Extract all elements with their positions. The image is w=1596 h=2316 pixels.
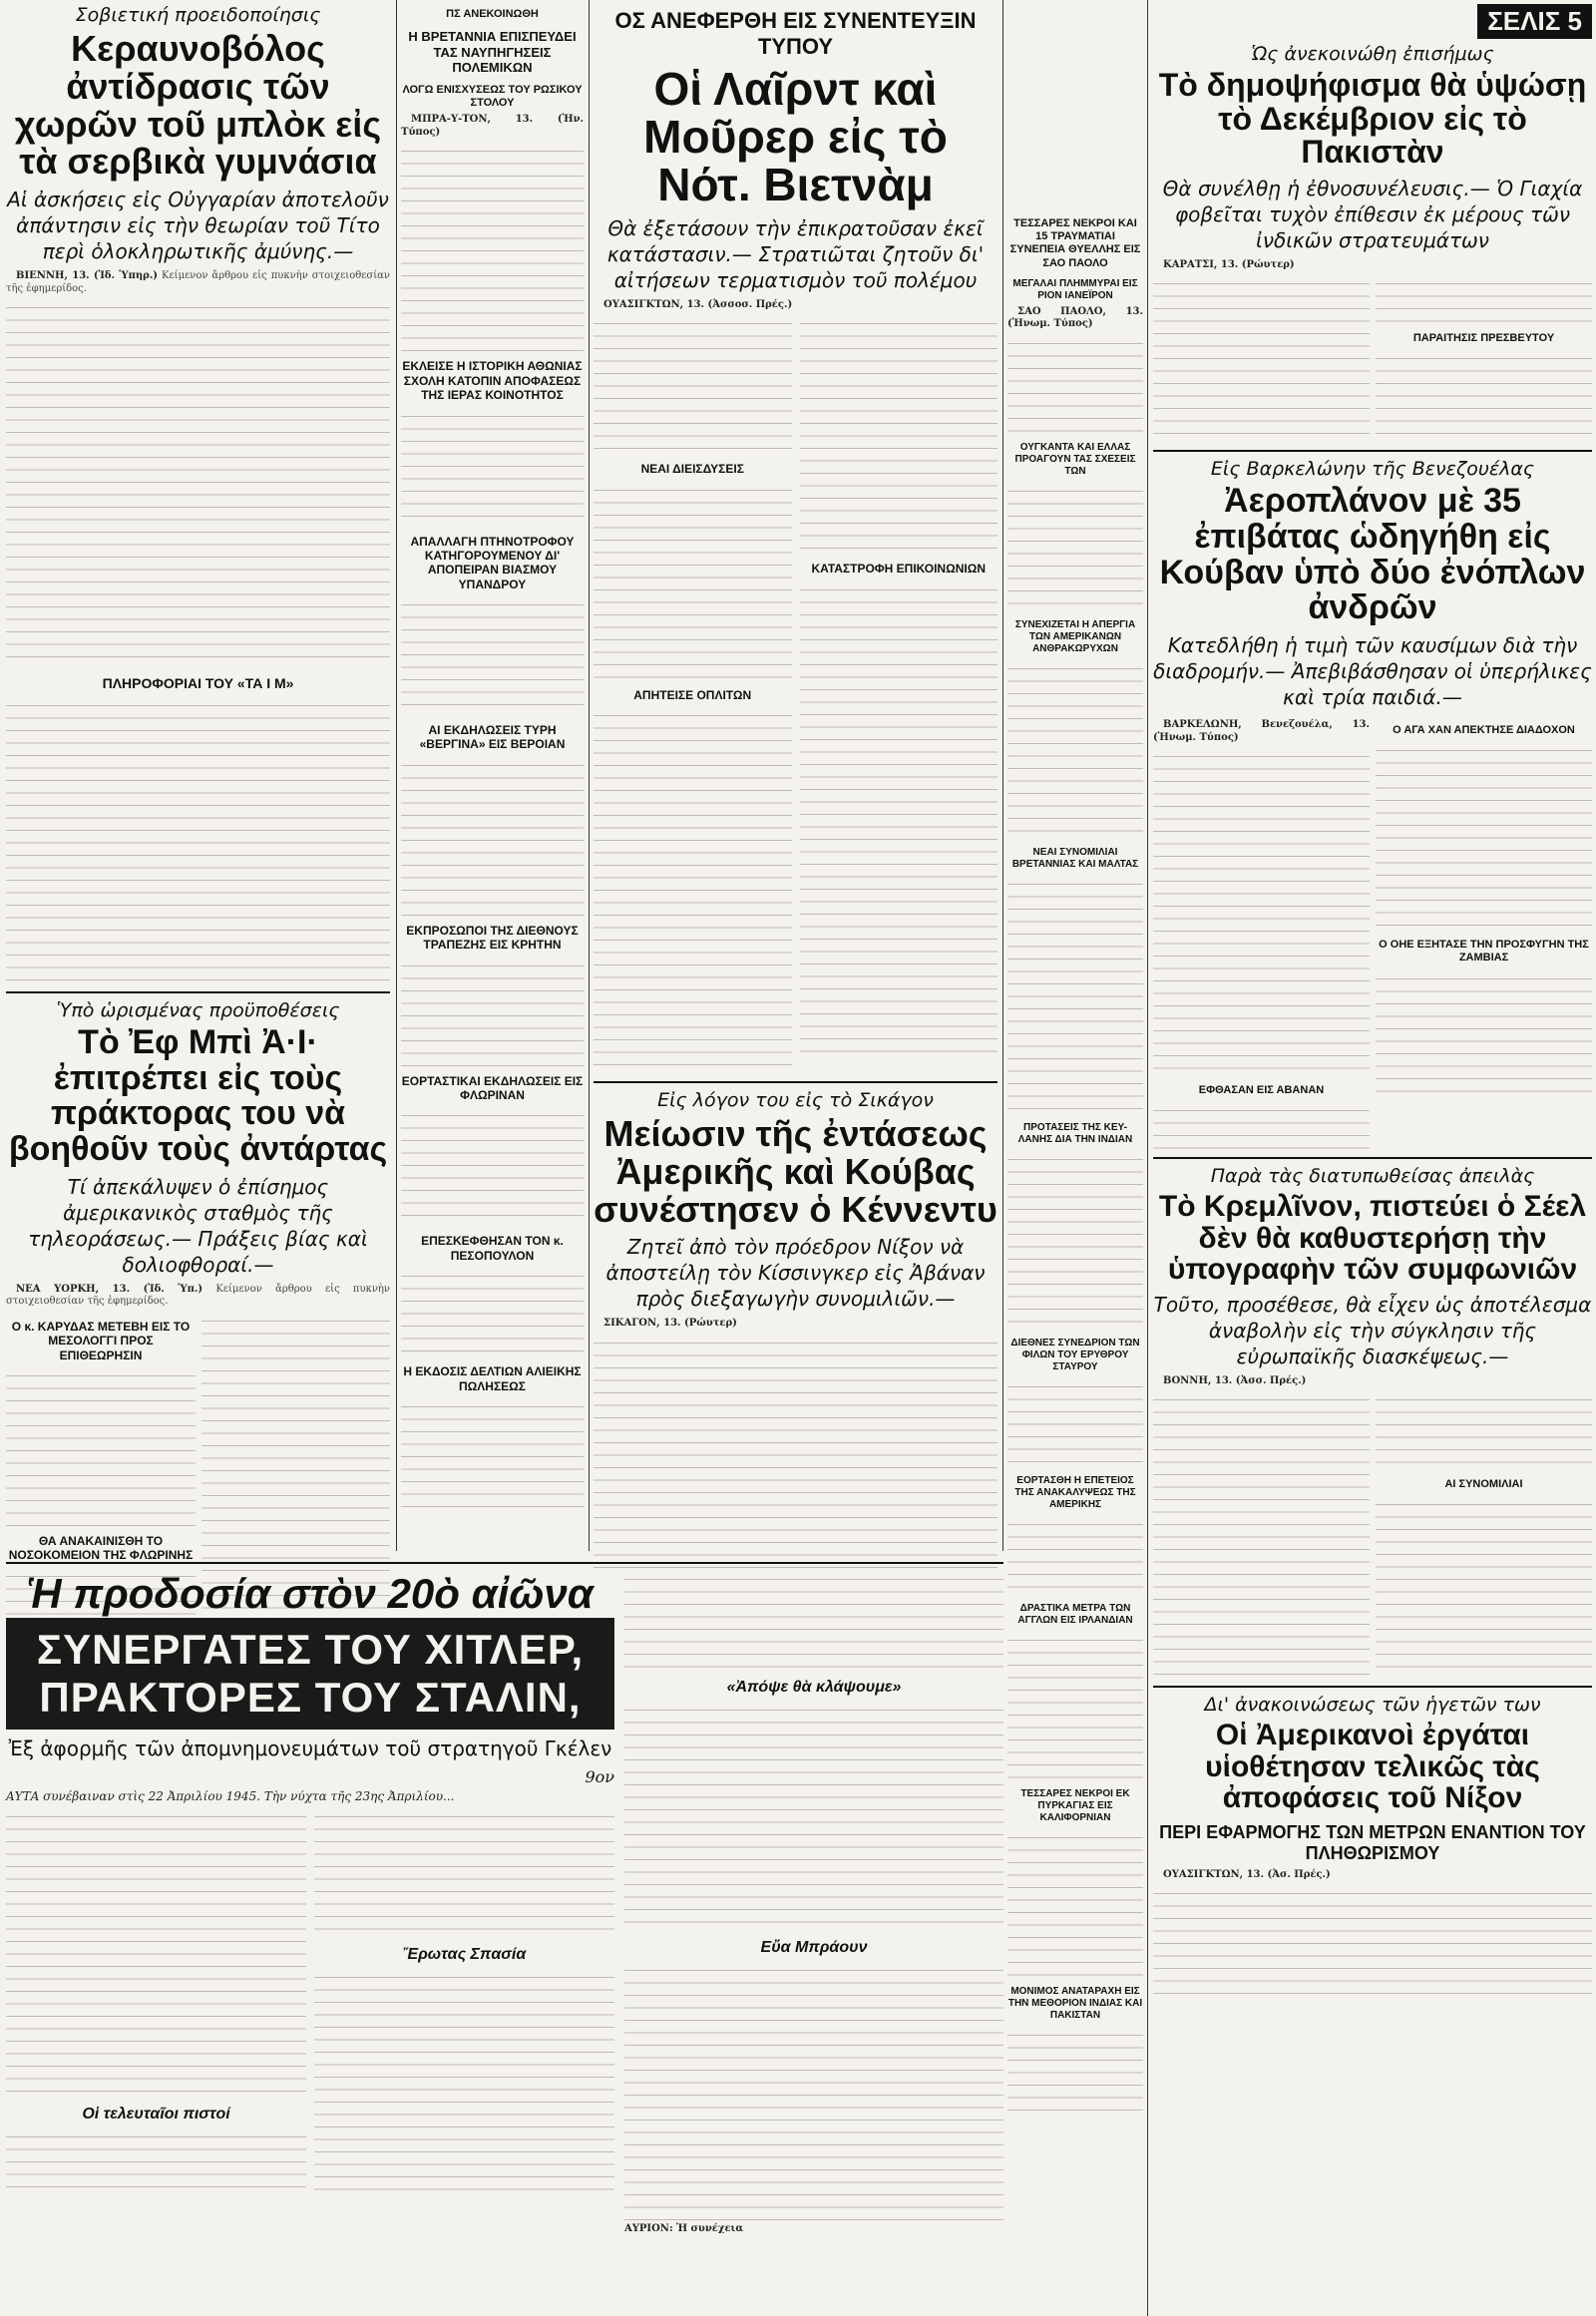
dateline: ΝΕΑ ΥΟΡΚΗ, 13. (Ἰδ. Ὑπ.) bbox=[16, 1283, 203, 1295]
subhead: ΝΕΑΙ ΣΥΝΟΜΙΛΙΑΙ ΒΡΕΤΑΝΝΙΑΣ ΚΑΙ ΜΑΛΤΑΣ bbox=[1011, 846, 1139, 870]
subhead: Ο ΟΗΕ ΕΞΗΤΑΣΕ ΤΗΝ ΠΡΟΣΦΥΓΗΝ ΤΗΣ ΖΑΜΒΙΑΣ bbox=[1379, 939, 1589, 965]
text-block bbox=[6, 2127, 306, 2187]
headline: Ἀεροπλάνον μὲ 35 ἐπιβάτας ὡδηγήθη εἰς Κούβαν ὑπὸ δύο ἐνόπλων ἀνδρῶν bbox=[1159, 482, 1586, 627]
text-block bbox=[314, 1968, 614, 2197]
headline: Ἡ προδοσία στὸν 20ὸ αἰῶνα bbox=[27, 1570, 594, 1617]
subhead: Ο ΑΓΑ ΧΑΝ ΑΠΕΚΤΗΣΕ ΔΙΑΔΟΧΟΝ bbox=[1393, 724, 1575, 737]
subhead: ΜΟΝΙΜΟΣ ΑΝΑΤΑΡΑΧΗ ΕΙΣ ΤΗΝ ΜΕΘΟΡΙΟΝ ΙΝΔΙΑΣ ΚΑΙ ΠΑΚΙΣΤΑΝ bbox=[1007, 1985, 1143, 2021]
text-block bbox=[594, 1334, 998, 1573]
dateline: ΒΙΕΝΝΗ, 13. (Ἰδ. Ὑπηρ.) bbox=[16, 270, 159, 282]
text-block bbox=[1153, 747, 1370, 1076]
subhead: ΣΥΝΕΧΙΖΕΤΑΙ Η ΑΠΕΡΓΙΑ ΤΩΝ ΑΜΕΡΙΚΑΝΩΝ ΑΝΘΡΑΚΩΡΥΧΩΝ bbox=[1014, 618, 1136, 654]
column-right bbox=[1153, 0, 1592, 2316]
article-body bbox=[6, 270, 390, 295]
headline: Μείωσιν τῆς ἐντάσεως Ἀμερικῆς καὶ Κούβας συνέστησεν ὁ Κέννεντυ bbox=[594, 1112, 998, 1230]
divider bbox=[1153, 1157, 1592, 1159]
subhead: ΕΚΠΡΟΣΩΠΟΙ ΤΗΣ ΔΙΕΘΝΟΥΣ ΤΡΑΠΕΖΗΣ ΕΙΣ ΚΡΗΤΗΝ bbox=[406, 923, 579, 953]
text-block bbox=[401, 756, 584, 916]
kicker: ΟΣ ΑΝΕΦΕΡΘΗ ΕΙΣ ΣΥΝΕΝΤΕΥΞΙΝ ΤΥΠΟΥ bbox=[614, 8, 977, 60]
dateline: ΣΙΚΑΓΟΝ, 13. (Ρώυτερ) bbox=[603, 1318, 737, 1330]
text-block bbox=[1007, 875, 1143, 1114]
kicker: Εἰς Βαρκελώνην τῆς Βενεζουέλας bbox=[1210, 458, 1535, 481]
text-block bbox=[1007, 1515, 1143, 1595]
article-body bbox=[594, 299, 998, 312]
lead-paragraph: ΑΥΤΑ συνέβαιναν στὶς 22 Ἀπριλίου 1945. Τὴν νύχτα τῆς 23ης Ἀπριλίου... bbox=[6, 1789, 455, 1804]
text-block bbox=[1007, 334, 1143, 434]
text-block bbox=[1007, 1377, 1143, 1467]
kicker: Δι' ἀνακοινώσεως τῶν ἡγετῶν των bbox=[1204, 1694, 1541, 1717]
text-block bbox=[594, 314, 792, 454]
text-block bbox=[1007, 2026, 1143, 2116]
kicker: Παρὰ τὰς διατυπωθείσας ἀπειλὰς bbox=[1210, 1165, 1535, 1188]
article-text: Κείμενον ἄρθρου εἰς πυκνὴν στοιχειοθεσίαν τῆς ἐφημερίδος. bbox=[6, 270, 391, 294]
headline: Οἱ Ἀμερικανοὶ ἐργάται υἱοθέτησαν τελικῶς τὰς ἀποφάσεις τοῦ Νίξον bbox=[1205, 1719, 1540, 1815]
subhead: ΘΑ ΑΝΑΚΑΙΝΙΣΘΗ ΤΟ ΝΟΣΟΚΟΜΕΙΟΝ ΤΗΣ ΦΛΩΡΙΝΗΣ bbox=[8, 1533, 194, 1563]
subhead: ΝΕΑΙ ΔΙΕΙΣΔΥΣΕΙΣ bbox=[640, 462, 744, 477]
subhead: «Ἀπόψε θὰ κλάψουμε» bbox=[726, 1679, 902, 1696]
text-block bbox=[594, 481, 792, 680]
subhead: ΜΕΓΑΛΑΙ ΠΛΗΜΜΥΡΑΙ ΕΙΣ ΡΙΟΝ ΙΑΝΕΪΡΟΝ bbox=[1012, 277, 1138, 301]
column-rule bbox=[589, 0, 590, 1551]
subhead: ΠΣ ΑΝΕΚΟΙΝΩΘΗ bbox=[446, 8, 539, 20]
divider bbox=[594, 1081, 998, 1083]
column-left bbox=[6, 0, 391, 1563]
text-block bbox=[314, 1807, 614, 1937]
kicker: Σοβιετική προειδοποίησις bbox=[75, 4, 321, 26]
text-block bbox=[800, 580, 998, 1059]
divider bbox=[1153, 1686, 1592, 1688]
subhead: ΚΑΤΑΣΤΡΟΦΗ ΕΠΙΚΟΙΝΩΝΙΩΝ bbox=[811, 562, 987, 577]
dateline: ΟΥΑΣΙΓΚΤΩΝ, 13. (Ἀσσοσ. Πρές.) bbox=[603, 298, 793, 310]
banner: ΣΥΝΕΡΓΑΤΕΣ ΤΟΥ ΧΙΤΛΕΡ, ΠΡΑΚΤΟΡΕΣ ΤΟΥ ΣΤΑΛΙΝ, bbox=[6, 1618, 614, 1730]
subhead: ΑΙ ΕΚΔΗΛΩΣΕΙΣ ΤΥΡΗ «ΒΕΡΓΙΝΑ» ΕΙΣ ΒΕΡΟΙΑΝ bbox=[419, 723, 566, 752]
deck: Θὰ συνέλθῃ ἡ ἐθνοσυνέλευσις.— Ὁ Γιαχία φοβεῖται τυχὸν ἐπίθεσιν ἐκ μέρους τῶν ἰνδικῶν στρατευμάτων bbox=[1162, 176, 1583, 252]
text-block bbox=[1153, 1101, 1370, 1151]
text-block bbox=[401, 595, 584, 715]
column-fourth bbox=[1007, 0, 1143, 2316]
text-block bbox=[401, 142, 584, 351]
text-block bbox=[1376, 349, 1592, 439]
dateline: ΜΠΡΑ-Υ-ΤΟΝ, 13. (Ἠν. Τύπος) bbox=[401, 114, 584, 138]
dateline: ΒΑΡΚΕΛΩΝΗ, Βενεζουέλα, 13. (Ἠνωμ. Τύπος) bbox=[1153, 719, 1370, 743]
text-block bbox=[6, 1807, 306, 2097]
page-number-masthead: ΣΕΛΙΣ 5 bbox=[1477, 4, 1592, 39]
text-block bbox=[401, 957, 584, 1066]
subhead: Οἱ τελευταῖοι πιστοί bbox=[82, 2106, 230, 2123]
kicker: Ὑπὸ ὡρισμένας προϋποθέσεις bbox=[56, 998, 340, 1021]
subhead: ΤΕΣΣΑΡΕΣ ΝΕΚΡΟΙ ΚΑΙ 15 ΤΡΑΥΜΑΤΙΑΙ ΣΥΝΕΠΕΙΑ ΘΥΕΛΛΗΣ ΕΙΣ ΣΑΟ ΠΑΟΛΟ bbox=[1009, 217, 1141, 269]
article-body bbox=[1153, 719, 1370, 744]
text-block bbox=[1007, 482, 1143, 611]
text-block bbox=[1376, 741, 1592, 931]
subhead: ΠΛΗΡΟΦΟΡΙΑΙ ΤΟΥ «ΤΑ Ι Μ» bbox=[102, 675, 294, 692]
text-block bbox=[624, 1701, 1003, 1930]
text-block bbox=[1153, 1390, 1370, 1680]
subhead: ΤΕΣΣΑΡΕΣ ΝΕΚΡΟΙ ΕΚ ΠΥΡΚΑΓΙΑΣ ΕΙΣ ΚΑΛΙΦΟΡΝΙΑΝ bbox=[1020, 1787, 1130, 1823]
bottom-feature bbox=[6, 1556, 1003, 2314]
subhead: Ο κ. ΚΑΡΥΔΑΣ ΜΕΤΕΒΗ ΕΙΣ ΤΟ ΜΕΣΟΛΟΓΓΙ ΠΡΟΣ ΕΠΙΘΕΩΡΗΣΙΝ bbox=[11, 1319, 191, 1362]
divider bbox=[6, 991, 390, 993]
text-block bbox=[1007, 1150, 1143, 1330]
column-rule bbox=[1147, 0, 1148, 2316]
dateline: ΚΑΡΑΤΣΙ, 13. (Ρώυτερ) bbox=[1163, 258, 1295, 270]
article-body bbox=[1153, 259, 1592, 272]
article-body bbox=[6, 1284, 390, 1309]
text-block bbox=[401, 1397, 584, 1507]
deck: Τοῦτο, προσέθεσε, θὰ εἶχεν ὡς ἀποτέλεσμα ἀναβολὴν εἰς τὴν σύγκλησιν τῆς εὐρωπαϊκῆς διασκέψεως.— bbox=[1153, 1292, 1592, 1368]
continued-note: ΑΥΡΙΟΝ: Ἡ συνέχεια bbox=[624, 2223, 744, 2235]
text-block bbox=[594, 706, 792, 1075]
article-text: Κείμενον ἄρθρου εἰς πυκνὴν στοιχειοθεσίαν τῆς ἐφημερίδος. bbox=[6, 1283, 390, 1308]
text-block bbox=[1153, 1884, 1592, 2004]
subhead: ΑΠΑΛΛΑΓΗ ΠΤΗΝΟΤΡΟΦΟΥ ΚΑΤΗΓΟΡΟΥΜΕΝΟΥ ΔΙ' ΑΠΟΠΕΙΡΑΝ ΒΙΑΣΜΟΥ ΥΠΑΝΔΡΟΥ bbox=[410, 534, 575, 591]
headline: Τὸ Κρεμλῖνον, πιστεύει ὁ Σέελ δὲν θὰ καθυστερήσῃ τὴν ὑπογραφὴν τῶν συμφωνιῶν bbox=[1158, 1190, 1587, 1287]
subhead: Η ΒΡΕΤΑΝΝΙΑ ΕΠΙΣΠΕΥΔΕΙ ΤΑΣ ΝΑΥΠΗΓΗΣΕΙΣ ΠΟΛΕΜΙΚΩΝ bbox=[408, 29, 577, 76]
subhead: ΑΠΗΤΕΙΣΕ ΟΠΛΙΤΩΝ bbox=[633, 687, 752, 702]
column-center bbox=[594, 0, 998, 1551]
subhead: ΕΟΡΤΑΣΤΙΚΑΙ ΕΚΔΗΛΩΣΕΙΣ ΕΙΣ ΦΛΩΡΙΝΑΝ bbox=[401, 1073, 584, 1103]
headline: Κεραυνοβόλος ἀντίδρασις τῶν χωρῶν τοῦ μπλὸκ εἰς τὰ σερβικὰ γυμνάσια bbox=[14, 28, 382, 183]
deck: Ἐξ ἀφορμῆς τῶν ἀπομνημονευμάτων τοῦ στρατηγοῦ Γκέλεν bbox=[8, 1737, 612, 1761]
article-body bbox=[1153, 1869, 1592, 1882]
dateline: ΒΟΝΝΗ, 13. (Ἀσσ. Πρές.) bbox=[1163, 1374, 1307, 1386]
deck: Αἱ ἀσκήσεις εἰς Οὐγγαρίαν ἀποτελοῦν ἀπάντησιν εἰς τὴν θεωρίαν τοῦ Τίτο περὶ ὁλοκληρωτικῆς ἀμύνης.— bbox=[7, 188, 389, 264]
article-body bbox=[594, 1318, 998, 1331]
text-block bbox=[800, 314, 998, 554]
text-block bbox=[6, 298, 390, 667]
column-rule bbox=[396, 0, 397, 1551]
subhead: Ἔρωτας Σπασία bbox=[402, 1946, 527, 1964]
divider bbox=[1153, 450, 1592, 452]
dateline: ΟΥΑΣΙΓΚΤΩΝ, 13. (Ἀσ. Πρές.) bbox=[1163, 1868, 1331, 1880]
text-block bbox=[6, 696, 390, 985]
subhead: ΠΡΟΤΑΣΕΙΣ ΤΗΣ ΚΕΥ-ΛΑΝΗΣ ΔΙΑ ΤΗΝ ΙΝΔΙΑΝ bbox=[1017, 1121, 1133, 1145]
subhead: ΔΡΑΣΤΙΚΑ ΜΕΤΡΑ ΤΩΝ ΑΓΓΛΩΝ ΕΙΣ ΙΡΛΑΝΔΙΑΝ bbox=[1017, 1602, 1133, 1626]
subhead: Η ΕΚΔΟΣΙΣ ΔΕΛΤΙΩΝ ΑΛΙΕΙΚΗΣ ΠΩΛΗΣΕΩΣ bbox=[403, 1364, 582, 1393]
subhead: ΔΙΕΘΝΕΣ ΣΥΝΕΔΡΙΟΝ ΤΩΝ ΦΙΛΩΝ ΤΟΥ ΕΡΥΘΡΟΥ ΣΤΑΥΡΟΥ bbox=[1010, 1337, 1140, 1372]
deck: Θὰ ἐξετάσουν τὴν ἐπικρατοῦσαν ἐκεῖ κατάστασιν.— Στρατιῶται ζητοῦν δι' αἰτήσεων τερματισμὸν τοῦ πολέμου bbox=[606, 215, 985, 292]
part-number: 9ον bbox=[585, 1767, 614, 1787]
article-body bbox=[1007, 306, 1143, 331]
text-block bbox=[1376, 1495, 1592, 1675]
deck: ΠΕΡΙ ΕΦΑΡΜΟΓΗΣ ΤΩΝ ΜΕΤΡΩΝ ΕΝΑΝΤΙΟΝ ΤΟΥ ΠΛΗΘΩΡΙΣΜΟΥ bbox=[1159, 1821, 1586, 1864]
text-block bbox=[1376, 274, 1592, 324]
subhead: ΠΑΡΑΙΤΗΣΙΣ ΠΡΕΣΒΕΥΤΟΥ bbox=[1412, 332, 1555, 345]
text-block bbox=[1153, 274, 1370, 444]
text-block bbox=[1376, 969, 1592, 1099]
subhead: ΕΠΕΣΚΕΦΘΗΣΑΝ ΤΟΝ κ. ΠΕΣΟΠΟΥΛΟΝ bbox=[421, 1234, 564, 1263]
subhead: ΑΙ ΣΥΝΟΜΙΛΙΑΙ bbox=[1444, 1478, 1523, 1491]
text-block bbox=[1007, 1828, 1143, 1978]
subhead: ΕΚΛΕΙΣΕ Η ΙΣΤΟΡΙΚΗ ΑΘΩΝΙΑΣ ΣΧΟΛΗ ΚΑΤΟΠΙΝ ΑΠΟΦΑΣΕΩΣ ΤΗΣ ΙΕΡΑΣ ΚΟΙΝΟΤΗΤΟΣ bbox=[402, 359, 583, 403]
text-block bbox=[1007, 1631, 1143, 1780]
article-body bbox=[1153, 1375, 1592, 1388]
article-body bbox=[401, 114, 584, 139]
kicker: Εἰς λόγον του εἰς τὸ Σικάγον bbox=[657, 1088, 934, 1111]
text-block bbox=[401, 1267, 584, 1356]
deck: Τί ἀπεκάλυψεν ὁ ἐπίσημος ἀμερικανικὸς σταθμὸς τῆς τηλεοράσεως.— Πράξεις βίας καὶ δολιοφθοραί.— bbox=[28, 1174, 368, 1277]
text-block bbox=[1007, 659, 1143, 839]
text-block bbox=[624, 1961, 1003, 2220]
subhead: ΕΦΘΑΣΑΝ ΕΙΣ ΑΒΑΝΑΝ bbox=[1198, 1084, 1325, 1097]
headline: Τὸ Ἐφ Μπὶ Ἀ·Ι· ἐπιτρέπει εἰς τοὺς πράκτορας του νὰ βοηθοῦν τοὺς ἀντάρτας bbox=[8, 1022, 388, 1169]
headline: Οἱ Λαῖρντ καὶ Μοῦρερ εἰς τὸ Νότ. Βιετνὰμ bbox=[643, 62, 948, 211]
text-block bbox=[401, 407, 584, 527]
subhead: ΟΥΓΚΑΝΤΑ ΚΑΙ ΕΛΛΑΣ ΠΡΟΑΓΟΥΝ ΤΑΣ ΣΧΕΣΕΙΣ ΤΩΝ bbox=[1014, 441, 1136, 477]
text-block bbox=[6, 1366, 196, 1526]
text-block bbox=[401, 1106, 584, 1226]
column-second bbox=[401, 0, 584, 1551]
subhead: ΕΟΡΤΑΣΘΗ Η ΕΠΕΤΕΙΟΣ ΤΗΣ ΑΝΑΚΑΛΥΨΕΩΣ ΤΗΣ ΑΜΕΡΙΚΗΣ bbox=[1014, 1474, 1136, 1510]
deck: Ζητεῖ ἀπὸ τὸν πρόεδρον Νίξον νὰ ἀποστείλῃ τὸν Κίσσινγκερ εἰς Ἀβάναν πρὸς διεξαγωγὴν συνομιλιῶν.— bbox=[605, 1235, 986, 1312]
subhead: Εὔα Μπράουν bbox=[760, 1939, 868, 1957]
text-block bbox=[1376, 1390, 1592, 1470]
deck: Κατεδλήθη ἡ τιμὴ τῶν καυσίμων διὰ τὴν διαδρομήν.— Ἀπεβιβάσθησαν οἱ ὑπερήλικες καὶ τρία παιδιά.— bbox=[1153, 633, 1592, 710]
column-rule bbox=[1002, 0, 1003, 1551]
text-block bbox=[624, 1570, 1003, 1670]
headline: Τὸ δημοψήφισμα θὰ ὑψώσῃ τὸ Δεκέμβριον εἰς τὸ Πακιστὰν bbox=[1158, 67, 1587, 171]
subhead: ΛΟΓΩ ΕΝΙΣΧΥΣΕΩΣ ΤΟΥ ΡΩΣΙΚΟΥ ΣΤΟΛΟΥ bbox=[402, 83, 583, 110]
dateline: ΣΑΟ ΠΑΟΛΟ, 13. (Ἠνωμ. Τύπος) bbox=[1007, 305, 1143, 330]
divider bbox=[6, 1562, 1003, 1564]
kicker: Ὡς ἀνεκοινώθη ἐπισήμως bbox=[1251, 43, 1494, 65]
